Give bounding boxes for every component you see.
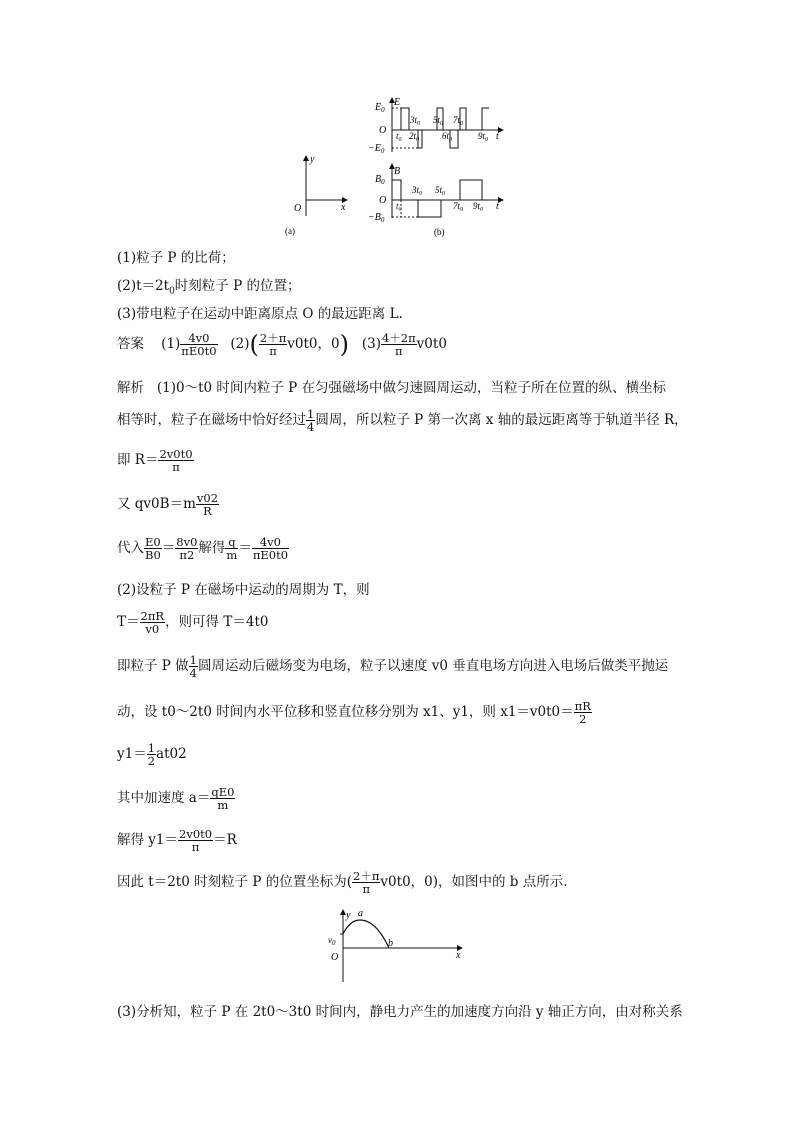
solution-line-13: 因此 t＝2t0 时刻粒子 P 的位置坐标为( $\frac{2+\pi}{\pi}$ v0t0，0)，如图中的 b 点所示. xyxy=(117,869,568,896)
eb-value-fraction: $\frac{8v0}{\pi 2}$ xyxy=(176,535,198,562)
traj-y-label: y xyxy=(346,910,351,921)
answer-part1-label: (1) xyxy=(161,336,181,352)
answer-part3-fraction: $\frac{4+2\pi}{\pi}$ xyxy=(381,331,416,358)
solution-line-11: 其中加速度 a＝ $\frac{qE0}{m}$ xyxy=(117,785,235,812)
traj-point-b: b xyxy=(388,938,393,949)
half-fraction: $\frac{1}{2}$ xyxy=(147,741,156,768)
e-upper-tick-2: $7t_0$ xyxy=(453,115,464,127)
solution-line-9: 动，设 t0～2t0 时间内水平位移和竖直位移分别为 x1、y1，则 x1＝v0t0＝ $\frac{\pi R}{2}$ xyxy=(117,699,591,726)
b-upper-tick-labels xyxy=(411,185,445,197)
b-field-chart xyxy=(368,164,503,224)
solution-label: 解析 xyxy=(117,380,144,396)
question-2 xyxy=(117,274,300,297)
solution-line-1: 解析 (1)0～t0 时间内粒子 P 在匀强磁场中做匀速圆周运动，当粒子所在位置的纵、横坐标 xyxy=(117,380,667,396)
e-t-label: t xyxy=(496,131,499,142)
centripetal-fraction: $\frac{v02}{R}$ xyxy=(196,491,219,518)
e-lower-tick-1: $2t_0$ xyxy=(409,131,420,143)
answer-line: 答案 (1) $\frac{4v0}{\pi E0t0}$ (2)( $\frac{2+\pi}{\pi}$ v0t0，0) (3) $\frac{4+2\pi}{\pi}$ v0t0 xyxy=(117,330,447,359)
answer-label: 答案 xyxy=(117,336,144,352)
answer-part2-fraction: $\frac{2+\pi}{\pi}$ xyxy=(259,331,287,358)
solution-line-8: 即粒子 P 做 $\frac{1}{4}$ 圆周运动后磁场变为电场，粒子以速度 v0 垂直电场方向进入电场后做类平抛运 xyxy=(117,653,669,680)
a-caption: (a) xyxy=(285,226,295,236)
answer-part1-fraction: $\frac{4v0}{\pi E0t0}$ xyxy=(181,331,217,358)
e-lower-tick-0: $t_0$ xyxy=(396,131,402,143)
solution-line-6: (2)设粒子 P 在磁场中运动的周期为 T，则 xyxy=(117,582,370,598)
solution-line-10: y1＝ $\frac{1}{2}$ at02 xyxy=(117,741,187,768)
qm-value-fraction: $\frac{4v0}{\pi E0t0}$ xyxy=(252,535,289,562)
b-lower-tick-labels xyxy=(396,201,483,213)
question-2-sub: 0 xyxy=(169,286,175,297)
a-x-label: x xyxy=(341,202,346,213)
trajectory-curve xyxy=(343,920,389,948)
e-neg-level: $-E_0$ xyxy=(368,143,385,155)
acceleration-fraction: $\frac{qE0}{m}$ xyxy=(211,785,235,812)
b-lower-tick-2: $9t_0$ xyxy=(473,201,484,213)
e-upper-tick-1: $5t_0$ xyxy=(433,115,444,127)
qm-fraction: $\frac{q}{m}$ xyxy=(226,535,238,562)
question-1: (1)粒子 P 的比荷； xyxy=(117,250,235,266)
traj-x-label: x xyxy=(456,950,461,961)
radius-fraction: $\frac{2v0t0}{\pi}$ xyxy=(159,447,193,474)
traj-origin: O xyxy=(331,952,339,963)
answer-part3-rest: v0t0 xyxy=(416,336,447,352)
x1-fraction: $\frac{\pi R}{2}$ xyxy=(574,699,591,726)
b-lower-tick-0: $t_0$ xyxy=(396,201,402,213)
figure-a xyxy=(283,150,363,236)
b-lower-tick-1: $7t_0$ xyxy=(453,201,464,213)
e-lower-tick-2: $6t_0$ xyxy=(442,131,453,143)
b-upper-tick-0: $3t_0$ xyxy=(412,185,423,197)
e-lower-tick-3: $9t_0$ xyxy=(478,131,489,143)
question-2-rest: 时刻粒子 P 的位置； xyxy=(174,278,301,294)
a-y-label: y xyxy=(310,154,315,165)
period-fraction: $\frac{2\pi R}{v0}$ xyxy=(140,609,165,636)
trajectory-figure xyxy=(326,906,466,986)
traj-point-a: a xyxy=(358,908,363,919)
e-field-waveform xyxy=(392,108,489,148)
quarter-fraction: $\frac{1}{4}$ xyxy=(307,407,315,434)
b-caption: (b) xyxy=(434,227,445,237)
b-neg-level: $-B_0$ xyxy=(368,212,385,224)
b-t-label: t xyxy=(496,201,499,212)
answer-part2-label: (2) xyxy=(230,336,250,352)
e-origin: O xyxy=(379,125,387,136)
solution-line-4: 又 qv0B＝m $\frac{v02}{R}$ xyxy=(117,491,219,518)
e-upper-tick-labels xyxy=(409,115,463,127)
b-origin: O xyxy=(379,195,387,206)
solution-line-5: 代入 $\frac{E0}{B0}$ ＝ $\frac{8v0}{\pi 2}$ 解得 $\frac{q}{m}$ ＝ $\frac{4v0}{\pi E0t0}$ xyxy=(117,535,289,562)
y1-fraction: $\frac{2v0t0}{\pi}$ xyxy=(179,827,213,854)
answer-part2-rest: v0t0，0 xyxy=(287,336,340,352)
quarter-fraction-2: $\frac{1}{4}$ xyxy=(189,653,197,680)
answer-part3-label: (3) xyxy=(361,336,381,352)
question-2-text: (2)t＝2t xyxy=(117,278,170,294)
b-upper-tick-1: $5t_0$ xyxy=(435,185,446,197)
e-lower-tick-labels xyxy=(396,131,488,143)
a-origin-label: O xyxy=(294,203,302,214)
e-upper-tick-0: $3t_0$ xyxy=(410,115,421,127)
solution-line-3: 即 R＝ $\frac{2v0t0}{\pi}$ xyxy=(117,447,193,474)
traj-v0-label: $v_0$ xyxy=(328,935,336,947)
solution-line-7: T＝ $\frac{2\pi R}{v0}$ ，则可得 T＝4t0 xyxy=(117,609,269,636)
solution-line-2: 相等时，粒子在磁场中恰好经过 $\frac{1}{4}$ 圆周，所以粒子 P 第一次离 x 轴的最远距离等于轨道半径 R， xyxy=(117,407,688,434)
solution-line-12: 解得 y1＝ $\frac{2v0t0}{\pi}$ ＝R xyxy=(117,827,237,854)
solution-line-14: (3)分析知，粒子 P 在 2t0～3t0 时间内，静电力产生的加速度方向沿 y 轴正方向，由对称关系 xyxy=(117,1004,683,1020)
eb-ratio-fraction: $\frac{E0}{B0}$ xyxy=(145,535,161,562)
position-fraction: $\frac{2+\pi}{\pi}$ xyxy=(353,869,380,896)
b-pos-level: $B_0$ xyxy=(375,174,385,186)
e-y-label: E xyxy=(394,97,401,108)
b-y-label: B xyxy=(394,166,401,177)
question-3: (3)带电粒子在运动中距离原点 O 的最远距离 L. xyxy=(117,306,403,322)
e-pos-level: $E_0$ xyxy=(375,102,385,114)
e-field-chart xyxy=(368,97,503,155)
figure-b xyxy=(365,96,510,238)
